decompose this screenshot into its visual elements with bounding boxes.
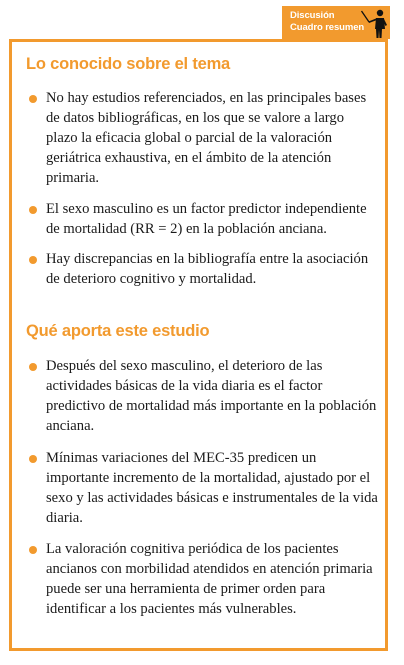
list-item [28,356,378,436]
list-item-text: No hay estudios referenciados, en las principales bases de datos bibliográficas, en los que se valore a largo plazo la eficacia global o parcial de la valoración geriátrica exhaustiva, en el ámbito de la atención primaria. [46,90,367,186]
list-item [28,539,378,619]
bullet-icon [29,546,37,554]
list-item-text: Después del sexo masculino, el deterioro de las actividades básicas de la vida diaria es el factor predictivo de mortalidad más importante en la población anciana. [46,358,377,434]
list-item [28,249,378,289]
tag-line-discussion: Discusión [290,10,335,21]
list-item-text: La valoración cognitiva periódica de los pacientes ancianos con morbilidad atendidos en atención primaria puede ser una herramienta de primer orden para identificar a los pacientes más vulnerables. [46,541,373,617]
list-item [28,448,378,528]
teacher-pointer-icon [360,8,390,39]
list-item [28,88,378,188]
section-title-contribution: Qué aporta este estudio [26,322,210,340]
bullet-icon [29,455,37,463]
list-item-text: Hay discrepancias en la bibliografía entre la asociación de deterioro cognitivo y mortalidad. [46,251,369,287]
list-item [28,199,378,239]
section-tag [282,6,390,39]
bullet-icon [29,206,37,214]
bullet-icon [29,256,37,264]
known-list [28,88,378,289]
contribution-list [28,356,378,619]
list-item-text: Mínimas variaciones del MEC-35 predicen un importante incremento de la mortalidad, ajustado por el sexo y las actividades básicas e instrumentales de la vida diaria. [46,450,378,526]
bullet-icon [29,95,37,103]
tag-line-summary: Cuadro resumen [290,22,365,33]
section-title-known: Lo conocido sobre el tema [26,55,231,73]
bullet-icon [29,363,37,371]
section-tag-label [290,10,364,34]
list-item-text: El sexo masculino es un factor predictor independiente de mortalidad (RR = 2) en la población anciana. [46,201,367,237]
